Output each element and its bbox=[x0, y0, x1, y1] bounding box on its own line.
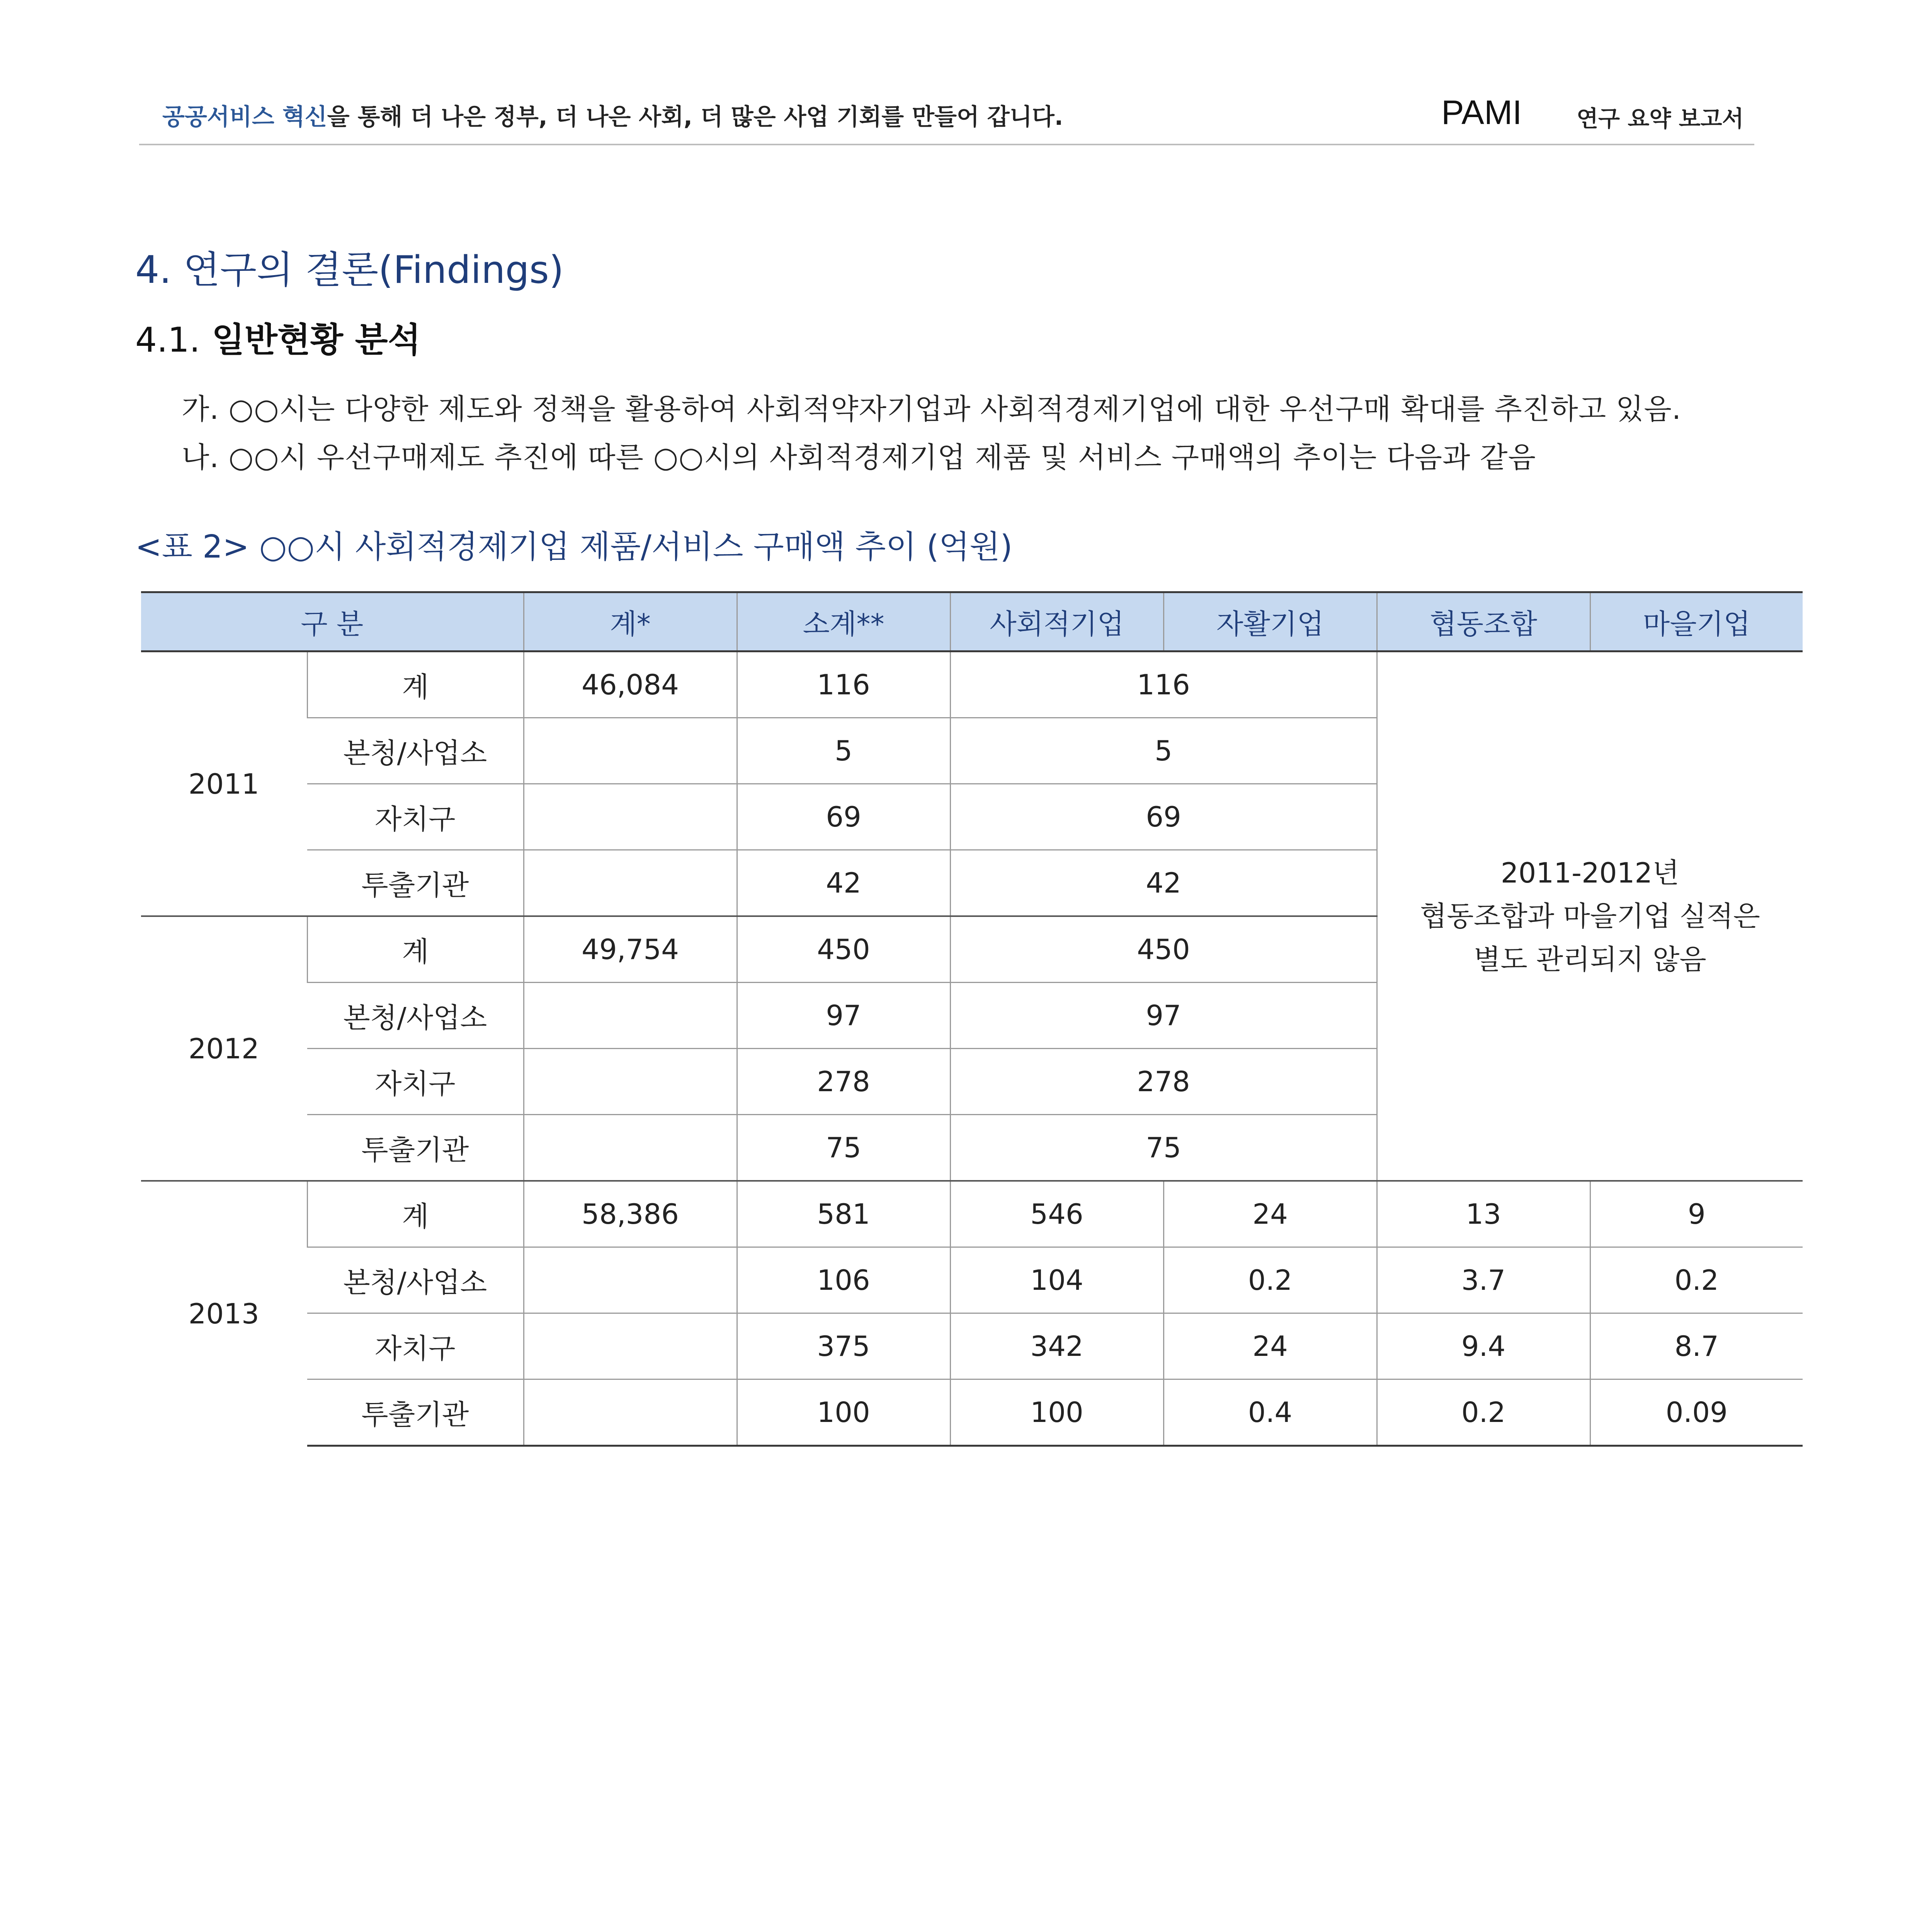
cell-social: 342 bbox=[950, 1313, 1163, 1379]
cell-subtotal: 581 bbox=[737, 1181, 950, 1247]
row-label: 투출기관 bbox=[307, 850, 524, 917]
year-cell-2011: 2011 bbox=[141, 651, 307, 917]
cell-social: 100 bbox=[950, 1379, 1163, 1446]
cell-self-support: 24 bbox=[1163, 1181, 1377, 1247]
header-tagline bbox=[162, 99, 1063, 132]
cell-social: 97 bbox=[950, 983, 1377, 1049]
col-header-subtotal: 소계** bbox=[737, 592, 950, 651]
cell-social: 546 bbox=[950, 1181, 1163, 1247]
cell-village: 0.2 bbox=[1590, 1247, 1803, 1313]
cell-total bbox=[524, 1379, 737, 1446]
row-label: 계 bbox=[307, 916, 524, 983]
table-row bbox=[141, 1379, 1803, 1446]
subsection-number: 4.1. bbox=[135, 320, 200, 360]
cell-subtotal: 5 bbox=[737, 718, 950, 784]
paragraph-ga: 가. ○○시는 다양한 제도와 정책을 활용하여 사회적약자기업과 사회적경제기업에 대한 우선구매 확대를 추진하고 있음. bbox=[182, 393, 1682, 426]
table-row bbox=[141, 651, 1803, 718]
subsection-title bbox=[135, 313, 421, 362]
header-divider bbox=[139, 144, 1754, 145]
cell-social: 116 bbox=[950, 651, 1377, 718]
cell-total bbox=[524, 1115, 737, 1181]
note-text: 2011-2012년 협동조합과 마을기업 실적은 별도 관리되지 않음 bbox=[1420, 857, 1760, 976]
cell-self-support: 24 bbox=[1163, 1313, 1377, 1379]
cell-subtotal: 116 bbox=[737, 651, 950, 718]
cell-subtotal: 375 bbox=[737, 1313, 950, 1379]
cell-social: 278 bbox=[950, 1049, 1377, 1115]
cell-total bbox=[524, 1247, 737, 1313]
cell-self-support: 0.2 bbox=[1163, 1247, 1377, 1313]
table-row bbox=[141, 1313, 1803, 1379]
cell-cooperative: 9.4 bbox=[1377, 1313, 1590, 1379]
cell-subtotal: 278 bbox=[737, 1049, 950, 1115]
cell-subtotal: 97 bbox=[737, 983, 950, 1049]
cell-social: 450 bbox=[950, 916, 1377, 983]
cell-village: 9 bbox=[1590, 1181, 1803, 1247]
page-header bbox=[139, 0, 1754, 147]
col-header-social-enterprise: 사회적기업 bbox=[950, 592, 1163, 651]
cell-social: 75 bbox=[950, 1115, 1377, 1181]
cell-subtotal: 450 bbox=[737, 916, 950, 983]
col-header-category: 구 분 bbox=[141, 592, 524, 651]
row-label: 본청/사업소 bbox=[307, 983, 524, 1049]
cell-total bbox=[524, 1049, 737, 1115]
cell-subtotal: 42 bbox=[737, 850, 950, 917]
subsection-label: 일반현황 분석 bbox=[211, 320, 421, 360]
cell-total bbox=[524, 784, 737, 850]
row-label: 자치구 bbox=[307, 1313, 524, 1379]
header-report-type: 연구 요약 보고서 bbox=[1577, 105, 1744, 132]
col-header-total: 계* bbox=[524, 592, 737, 651]
col-header-village: 마을기업 bbox=[1590, 592, 1803, 651]
cell-total: 46,084 bbox=[524, 651, 737, 718]
cell-subtotal: 75 bbox=[737, 1115, 950, 1181]
table-row bbox=[141, 1247, 1803, 1313]
header-brand: PAMI bbox=[1441, 93, 1522, 131]
cell-social: 104 bbox=[950, 1247, 1163, 1313]
cell-total: 49,754 bbox=[524, 916, 737, 983]
table-caption: <표 2> ○○시 사회적경제기업 제품/서비스 구매액 추이 (억원) bbox=[135, 529, 1013, 565]
cell-cooperative: 0.2 bbox=[1377, 1379, 1590, 1446]
row-label: 투출기관 bbox=[307, 1115, 524, 1181]
col-header-self-support: 자활기업 bbox=[1163, 592, 1377, 651]
paragraph-na: 나. ○○시 우선구매제도 추진에 따른 ○○시의 사회적경제기업 제품 및 서비스 구매액의 추이는 다음과 같음 bbox=[182, 441, 1536, 474]
row-label: 자치구 bbox=[307, 784, 524, 850]
cell-total bbox=[524, 983, 737, 1049]
cell-self-support: 0.4 bbox=[1163, 1379, 1377, 1446]
section-title: 4. 연구의 결론(Findings) bbox=[135, 248, 564, 292]
row-label: 투출기관 bbox=[307, 1379, 524, 1446]
row-label: 자치구 bbox=[307, 1049, 524, 1115]
year-cell-2013: 2013 bbox=[141, 1181, 307, 1446]
cell-subtotal: 100 bbox=[737, 1379, 950, 1446]
cell-total bbox=[524, 1313, 737, 1379]
col-header-cooperative: 협동조합 bbox=[1377, 592, 1590, 651]
table-row bbox=[141, 1181, 1803, 1247]
row-label: 본청/사업소 bbox=[307, 718, 524, 784]
cell-cooperative: 13 bbox=[1377, 1181, 1590, 1247]
cell-social: 5 bbox=[950, 718, 1377, 784]
cell-village: 0.09 bbox=[1590, 1379, 1803, 1446]
cell-social: 69 bbox=[950, 784, 1377, 850]
cell-total bbox=[524, 850, 737, 917]
cell-subtotal: 69 bbox=[737, 784, 950, 850]
header-tagline-rest: 을 통해 더 나은 정부, 더 나은 사회, 더 많은 사업 기회를 만들어 갑니다. bbox=[327, 104, 1063, 131]
cell-total: 58,386 bbox=[524, 1181, 737, 1247]
year-cell-2012: 2012 bbox=[141, 916, 307, 1181]
cell-village: 8.7 bbox=[1590, 1313, 1803, 1379]
cell-total bbox=[524, 718, 737, 784]
cell-social: 42 bbox=[950, 850, 1377, 917]
row-label: 본청/사업소 bbox=[307, 1247, 524, 1313]
cell-cooperative: 3.7 bbox=[1377, 1247, 1590, 1313]
header-tagline-highlight: 공공서비스 혁신 bbox=[162, 104, 327, 131]
table-header-row bbox=[141, 592, 1803, 651]
row-label: 계 bbox=[307, 1181, 524, 1247]
purchase-table bbox=[141, 591, 1803, 1447]
note-cell-2011-2012 bbox=[1377, 651, 1803, 1181]
cell-subtotal: 106 bbox=[737, 1247, 950, 1313]
row-label: 계 bbox=[307, 651, 524, 718]
